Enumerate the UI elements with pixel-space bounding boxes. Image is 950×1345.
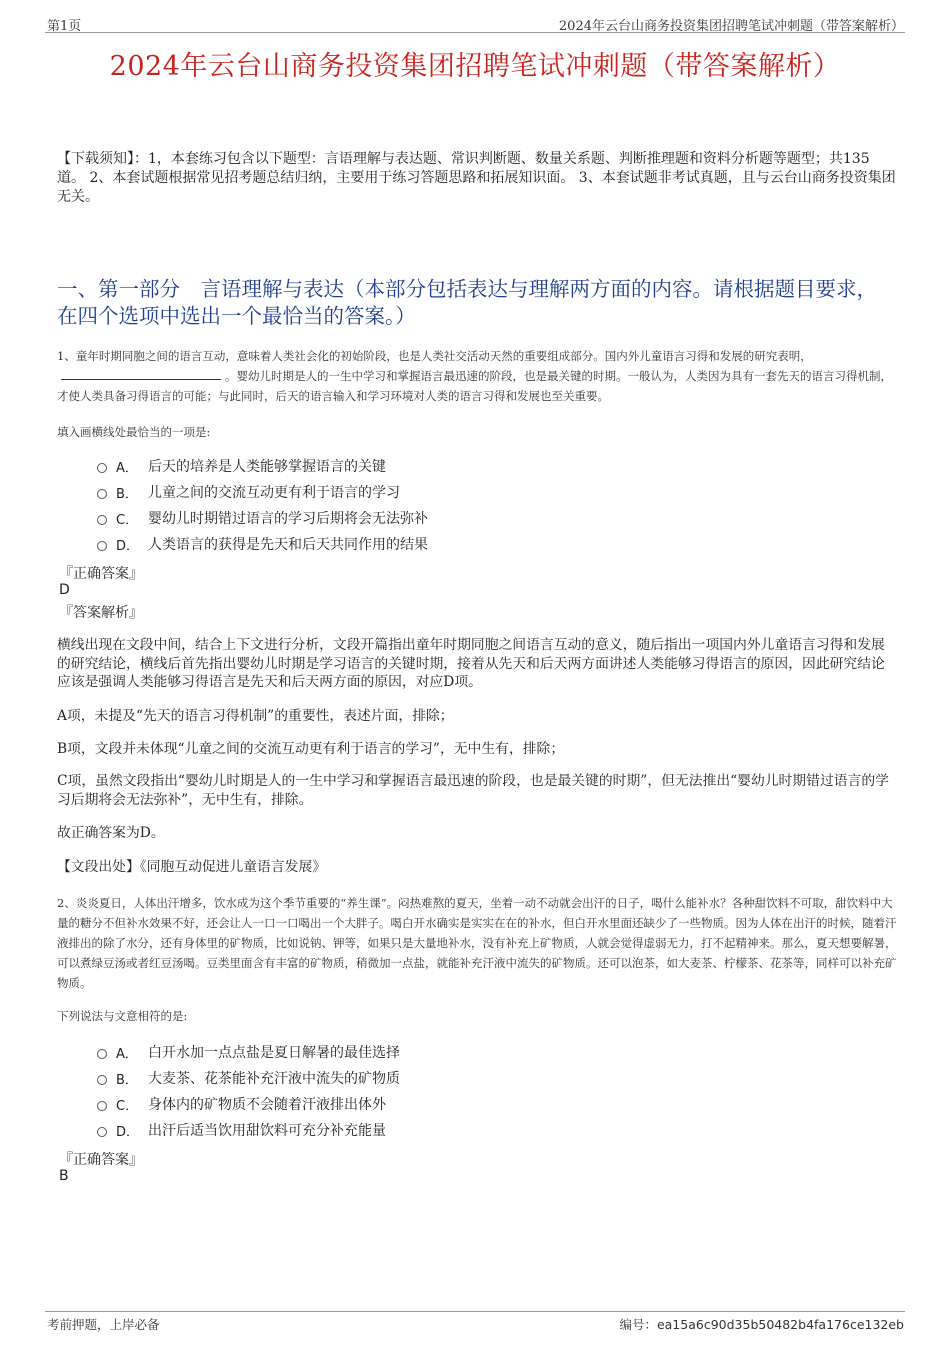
footer-code	[619, 1315, 904, 1333]
radio-icon[interactable]	[97, 1049, 107, 1059]
option-letter: C．	[116, 1098, 139, 1114]
radio-icon[interactable]	[97, 463, 107, 473]
analysis-paragraph: B项，文段并未体现“儿童之间的交流互动更有利于语言的学习”，无中生有，排除；	[57, 741, 565, 757]
footer-divider	[45, 1311, 905, 1312]
radio-icon[interactable]	[97, 1127, 107, 1137]
header-divider	[45, 32, 905, 33]
question-1-option-c[interactable]	[97, 508, 428, 528]
option-letter: B．	[116, 486, 138, 502]
footer-code-label: 编号：	[619, 1317, 657, 1332]
option-letter: D．	[116, 1124, 140, 1140]
download-notice: 【下载须知】：1，本套练习包含以下题型：言语理解与表达题、常识判断题、数量关系题、判断推理题和资料分析题等题型；共135道。 2、本套试题根据常见招考题总结归纳，主要用于练习答题思路和拓展知识面。 3、本套试题非考试真题，且与云台山商务投资集团无关。	[57, 151, 896, 205]
question-1-prompt: 填入画横线处最恰当的一项是:	[57, 425, 211, 439]
answer-value: B	[59, 1168, 69, 1184]
option-letter: D．	[116, 538, 140, 554]
option-text: 出汗后适当饮用甜饮料可充分补充能量	[148, 1123, 386, 1139]
option-text: 后天的培养是人类能够掌握语言的关键	[148, 459, 386, 475]
radio-icon[interactable]	[97, 489, 107, 499]
question-1-option-d[interactable]	[97, 534, 428, 554]
option-text: 大麦茶、花茶能补充汗液中流失的矿物质	[148, 1071, 400, 1087]
option-text: 婴幼儿时期错过语言的学习后期将会无法弥补	[148, 511, 428, 527]
option-text: 白开水加一点点盐是夏日解暑的最佳选择	[148, 1045, 400, 1061]
analysis-paragraph: A项，未提及“先天的语言习得机制”的重要性，表述片面，排除；	[57, 708, 454, 724]
source-citation: 【文段出处】《同胞互动促进儿童语言发展》	[57, 859, 327, 875]
option-letter: C．	[116, 512, 139, 528]
question-2-text: 2、炎炎夏日，人体出汗增多，饮水成为这个季节重要的“养生课”。闷热难熬的夏天，坐着一动不动就会出汗的日子，喝什么能补水？各种甜饮料不可取，甜饮料中大量的糖分不但补水效果不好，还会让人一口一口喝出一个大胖子。喝白开水确实是实实在在的补水，但白开水里面还缺少了一些物质。因为人体在出汗的时候，随着汗液排出的除了水分，还有身体里的矿物质，比如说钠、钾等，如果只是大量地补水，没有补充上矿物质，人就会觉得虚弱无力，打不起精神来。那么，夏天想要解暑，可以煮绿豆汤或者红豆汤喝。豆类里面含有丰富的矿物质，稍微加一点盐，就能补充汗液中流失的矿物质。还可以泡茶，如大麦茶、柠檬茶、花茶等，同样可以补充矿物质。	[57, 896, 897, 990]
footer-code-value: ea15a6c90d35b50482b4fa176ce132eb	[656, 1317, 904, 1332]
question-2-option-a[interactable]	[97, 1042, 400, 1062]
question-1-text-after: 。婴幼儿时期是人的一生中学习和掌握语言最迅速的阶段，也是最关键的时期。一般认为，人类因为具有一套先天的语言习得机制，才使人类具备习得语言的可能；与此同时，后天的语言输入和学习环境对人类的语言习得和发展也至关重要。	[57, 369, 892, 403]
question-1-text-before: 1、童年时期同胞之间的语言互动，意味着人类社会化的初始阶段，也是人类社交活动天然的重要组成部分。国内外儿童语言习得和发展的研究表明，	[57, 349, 812, 363]
option-letter: A．	[116, 1046, 138, 1062]
answer-value: D	[59, 582, 70, 598]
option-letter: B．	[116, 1072, 138, 1088]
radio-icon[interactable]	[97, 515, 107, 525]
radio-icon[interactable]	[97, 1075, 107, 1085]
radio-icon[interactable]	[97, 541, 107, 551]
question-1-option-b[interactable]	[97, 482, 400, 502]
option-letter: A．	[116, 460, 138, 476]
section-title: 一、第一部分 言语理解与表达（本部分包括表达与理解两方面的内容。请根据题目要求，在四个选项中选出一个最恰当的答案。）	[57, 277, 877, 328]
page-title: 2024年云台山商务投资集团招聘笔试冲刺题（带答案解析）	[109, 51, 841, 82]
analysis-label: 『答案解析』	[59, 605, 143, 621]
question-1-option-a[interactable]	[97, 456, 386, 476]
question-1-text	[57, 346, 897, 406]
page-number: 第1页	[47, 19, 82, 34]
option-text: 人类语言的获得是先天和后天共同作用的结果	[148, 537, 428, 553]
question-2-prompt: 下列说法与文意相符的是:	[57, 1009, 188, 1023]
footer-slogan: 考前押题，上岸必备	[47, 1317, 160, 1332]
analysis-paragraph: C项，虽然文段指出“婴幼儿时期是人的一生中学习和掌握语言最迅速的阶段，也是最关键的时期”，但无法推出“婴幼儿时期错过语言的学习后期将会无法弥补”，无中生有，排除。	[57, 773, 889, 808]
question-2-option-d[interactable]	[97, 1120, 386, 1140]
option-text: 儿童之间的交流互动更有利于语言的学习	[148, 485, 400, 501]
fill-blank	[61, 367, 221, 380]
question-2-option-b[interactable]	[97, 1068, 400, 1088]
question-2-option-c[interactable]	[97, 1094, 386, 1114]
answer-label: 『正确答案』	[59, 566, 143, 582]
analysis-paragraph: 故正确答案为D。	[57, 825, 165, 841]
header-doc-title: 2024年云台山商务投资集团招聘笔试冲刺题（带答案解析）	[558, 19, 904, 34]
answer-label: 『正确答案』	[59, 1152, 143, 1168]
analysis-paragraph: 横线出现在文段中间，结合上下文进行分析，文段开篇指出童年时期同胞之间语言互动的意义，随后指出一项国内外儿童语言习得和发展的研究结论，横线后首先指出婴幼儿时期是学习语言的关键时期，接着从先天和后天两方面讲述人类能够习得语言的原因，因此研究结论应该是强调人类能够习得语言是先天和后天两方面的原因，对应D项。	[57, 637, 885, 690]
radio-icon[interactable]	[97, 1101, 107, 1111]
option-text: 身体内的矿物质不会随着汗液排出体外	[148, 1097, 386, 1113]
